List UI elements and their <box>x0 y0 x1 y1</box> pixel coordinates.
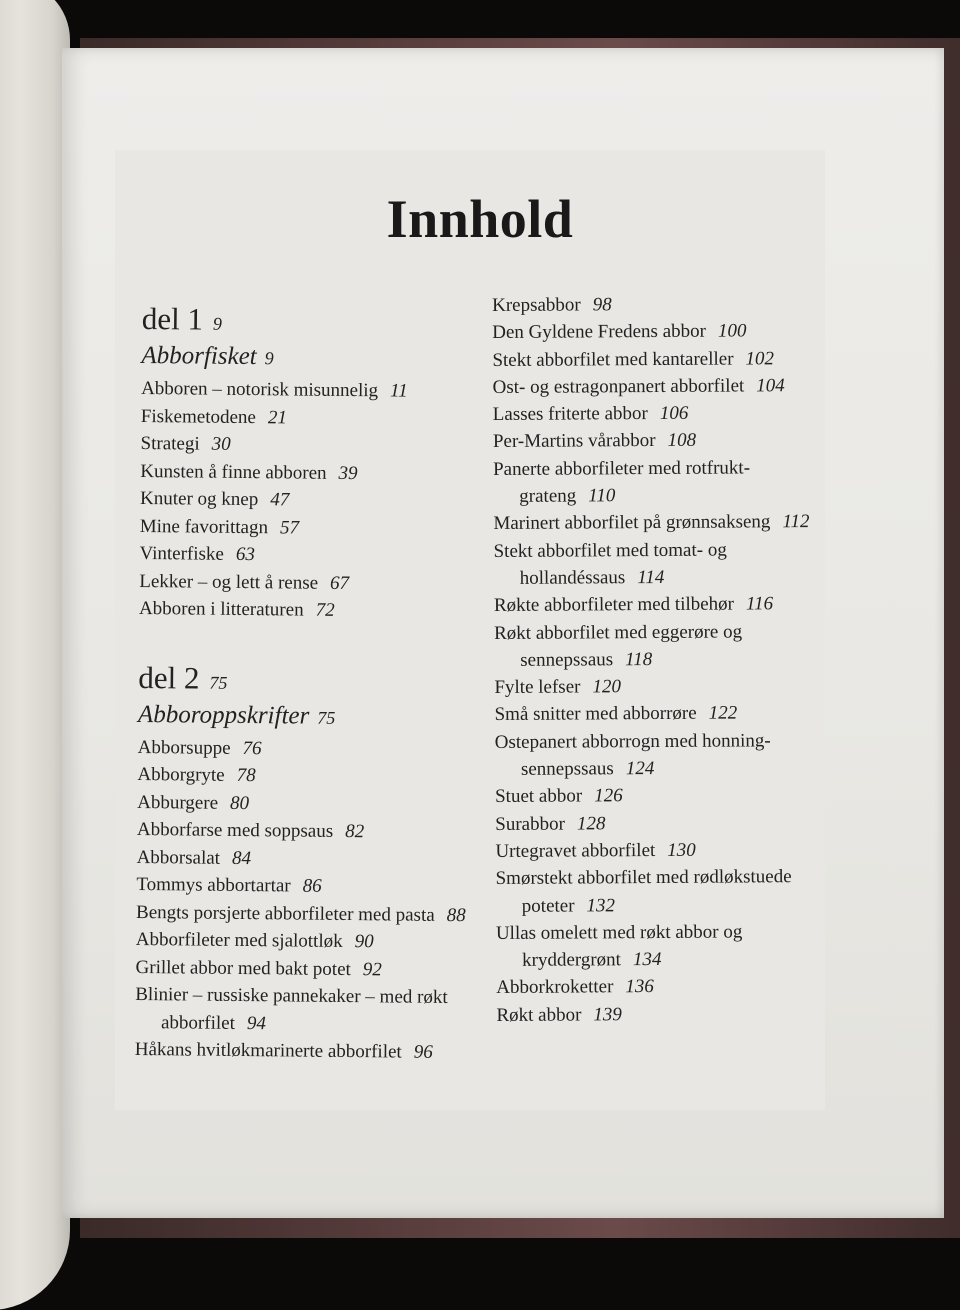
entry-title: Abboren – notorisk misunnelig <box>141 377 379 402</box>
toc-entry <box>495 781 835 810</box>
entry-page: 39 <box>338 462 358 484</box>
entry-title: Abboren i litteraturen <box>138 597 304 621</box>
entry-page: 106 <box>659 402 689 425</box>
entry-page: 94 <box>246 1012 267 1034</box>
entry-title: Røkt abborfilet med eggerøre og sennepssaus <box>494 621 743 671</box>
entry-title: Mine favorittagn <box>139 515 269 538</box>
entry-title: Bengts porsjerte abborfileter med pasta <box>136 901 435 926</box>
entry-title: Marinert abborfilet på grønnsakseng <box>493 511 771 535</box>
entry-page: 130 <box>667 839 696 861</box>
entry-page: 72 <box>315 599 335 621</box>
entry-title: Grillet abbor med bakt potet <box>135 956 351 980</box>
entry-page: 132 <box>586 894 616 916</box>
entry-title: Per-Martins vårabbor <box>492 430 656 453</box>
part-page-number: 75 <box>209 672 228 693</box>
toc-left-column <box>135 298 502 1067</box>
section-title: Abboroppskrifter <box>137 700 310 730</box>
toc-entry <box>495 809 835 838</box>
toc-entry <box>140 457 500 488</box>
entry-title: Abborfileter med sjalottløk <box>135 928 343 952</box>
entry-page: 102 <box>745 347 775 370</box>
entry-title: Smørstekt abborfilet med rødløkstuede poteter <box>495 866 792 917</box>
toc-entry <box>496 972 836 1001</box>
part-label: del 1 <box>141 300 204 337</box>
toc-entry <box>495 836 835 865</box>
section-title: Abborfisket <box>141 341 257 371</box>
entry-page: 67 <box>330 572 350 594</box>
entry-page: 92 <box>362 958 382 980</box>
toc-entry <box>135 981 496 1039</box>
entry-page: 90 <box>354 931 374 953</box>
entry-title: Strategi <box>140 432 200 455</box>
entry-title: Fiskemetodene <box>140 405 256 428</box>
entry-page: 124 <box>625 758 655 780</box>
entry-page: 30 <box>211 433 231 455</box>
entry-title: Fylte lefser <box>494 676 581 699</box>
toc-entry <box>493 372 833 401</box>
entry-page: 110 <box>588 485 616 507</box>
entry-page: 104 <box>756 375 785 397</box>
toc-entry <box>137 761 497 792</box>
toc-entry <box>493 426 833 455</box>
entry-title: Vinterfiske <box>139 542 224 565</box>
toc-entry <box>493 508 833 537</box>
toc-entry <box>140 512 500 543</box>
toc-entry <box>492 345 832 374</box>
part-heading <box>142 302 502 343</box>
entry-page: 139 <box>593 1003 622 1026</box>
entry-title: Røkt abbor <box>496 1004 582 1026</box>
entry-page: 84 <box>231 847 252 869</box>
toc-entry <box>136 926 496 957</box>
toc-entry <box>139 567 499 598</box>
toc-entry <box>136 843 496 874</box>
part-page-number: 9 <box>212 313 222 334</box>
toc-entry <box>496 863 836 920</box>
toc-entry <box>141 402 501 433</box>
entry-page: 82 <box>345 820 365 843</box>
entry-page: 120 <box>592 676 621 698</box>
entry-title: Røkte abborfileter med tilbehør <box>493 593 735 617</box>
entry-title: Håkans hvitløkmarinerte abborfilet <box>134 1038 402 1063</box>
part-label: del 2 <box>138 659 200 696</box>
entry-page: 108 <box>667 430 697 452</box>
toc-entry <box>495 699 835 728</box>
toc-entry <box>140 430 500 461</box>
entry-title: Urtegravet abborfilet <box>495 839 656 862</box>
section-heading <box>138 698 498 734</box>
entry-page: 114 <box>637 566 665 589</box>
entry-page: 134 <box>632 949 662 971</box>
entry-page: 80 <box>229 792 250 814</box>
entry-title: Tommys abbortartar <box>136 873 291 897</box>
toc-entry <box>137 788 497 819</box>
entry-title: Den Gyldene Fredens abbor <box>492 320 706 344</box>
entry-page: 86 <box>302 875 322 897</box>
entry-page: 96 <box>413 1041 433 1063</box>
entry-page: 57 <box>279 516 300 539</box>
entry-page: 136 <box>625 976 654 998</box>
toc-entry <box>492 317 832 346</box>
toc-entry <box>492 290 832 319</box>
entry-title: Ullas omelett med røkt abbor og kryddergrønt <box>495 921 743 971</box>
entry-page: 116 <box>745 593 774 615</box>
entry-title: Abborgryte <box>137 763 225 786</box>
toc-entry <box>494 536 834 593</box>
section-page-number: 75 <box>317 707 336 728</box>
entry-page: 21 <box>267 406 287 428</box>
toc-entry <box>496 918 836 975</box>
entry-title: Lasses friterte abbor <box>492 403 648 426</box>
entry-title: Ost- og estragonpanert abborfilet <box>492 375 745 398</box>
entry-page: 122 <box>708 702 738 725</box>
toc-right-column <box>492 290 836 1029</box>
entry-page: 78 <box>236 764 256 787</box>
entry-page: 11 <box>389 380 408 402</box>
toc-entry <box>135 953 495 984</box>
entry-page: 118 <box>625 648 653 671</box>
toc-entry <box>493 399 833 428</box>
toc-entry <box>495 727 835 784</box>
section-heading <box>141 340 501 376</box>
toc-entry <box>493 454 833 511</box>
toc-entry <box>139 540 499 571</box>
entry-title: Surabbor <box>495 813 565 835</box>
entry-title: Blinier – russiske pannekaker – med røkt abborfilet <box>135 983 448 1034</box>
toc-entry <box>141 375 501 406</box>
entry-page: 76 <box>242 737 262 759</box>
entry-page: 126 <box>594 785 623 807</box>
toc-entry <box>136 871 496 902</box>
section-page-number: 9 <box>264 348 274 369</box>
entry-title: Abborkroketter <box>496 976 614 999</box>
entry-page: 63 <box>235 543 255 566</box>
toc-entry <box>138 733 498 764</box>
toc-entry <box>494 617 834 674</box>
entry-title: Stekt abborfilet med kantareller <box>492 348 734 371</box>
entry-title: Små snitter med abborrøre <box>494 703 697 726</box>
toc-entry <box>139 595 499 626</box>
part-heading <box>138 660 498 701</box>
entry-page: 98 <box>592 294 612 316</box>
entry-title: Stekt abborfilet med tomat- og hollandéssaus <box>493 539 727 589</box>
entry-title: Abborsuppe <box>137 736 231 759</box>
entry-title: Abburgere <box>137 791 219 814</box>
page-title: Innhold <box>386 189 574 249</box>
toc-entry <box>140 485 500 516</box>
toc-entry <box>496 1000 836 1029</box>
toc-entry <box>136 898 496 929</box>
entry-title: Abborfarse med soppsaus <box>136 818 334 842</box>
toc-entry <box>137 816 497 847</box>
entry-title: Panerte abborfileter med rotfrukt-grateng <box>493 457 751 507</box>
entry-title: Ostepanert abborrogn med honning-sennepssaus <box>494 730 771 780</box>
entry-page: 112 <box>782 511 810 533</box>
entry-page: 100 <box>717 320 747 342</box>
toc-entry <box>494 590 834 619</box>
spacer <box>139 622 499 659</box>
entry-title: Abborsalat <box>136 846 221 869</box>
toc-entry <box>135 1036 495 1067</box>
entry-title: Knuter og knep <box>139 487 259 511</box>
entry-title: Lekker – og lett å rense <box>139 570 319 594</box>
entry-page: 88 <box>446 904 466 926</box>
entry-title: Stuet abbor <box>495 785 583 808</box>
entry-title: Krepsabbor <box>492 294 581 316</box>
toc-entry <box>494 672 834 701</box>
entry-page: 47 <box>270 489 290 511</box>
entry-page: 128 <box>576 812 606 835</box>
entry-title: Kunsten å finne abboren <box>140 460 327 484</box>
